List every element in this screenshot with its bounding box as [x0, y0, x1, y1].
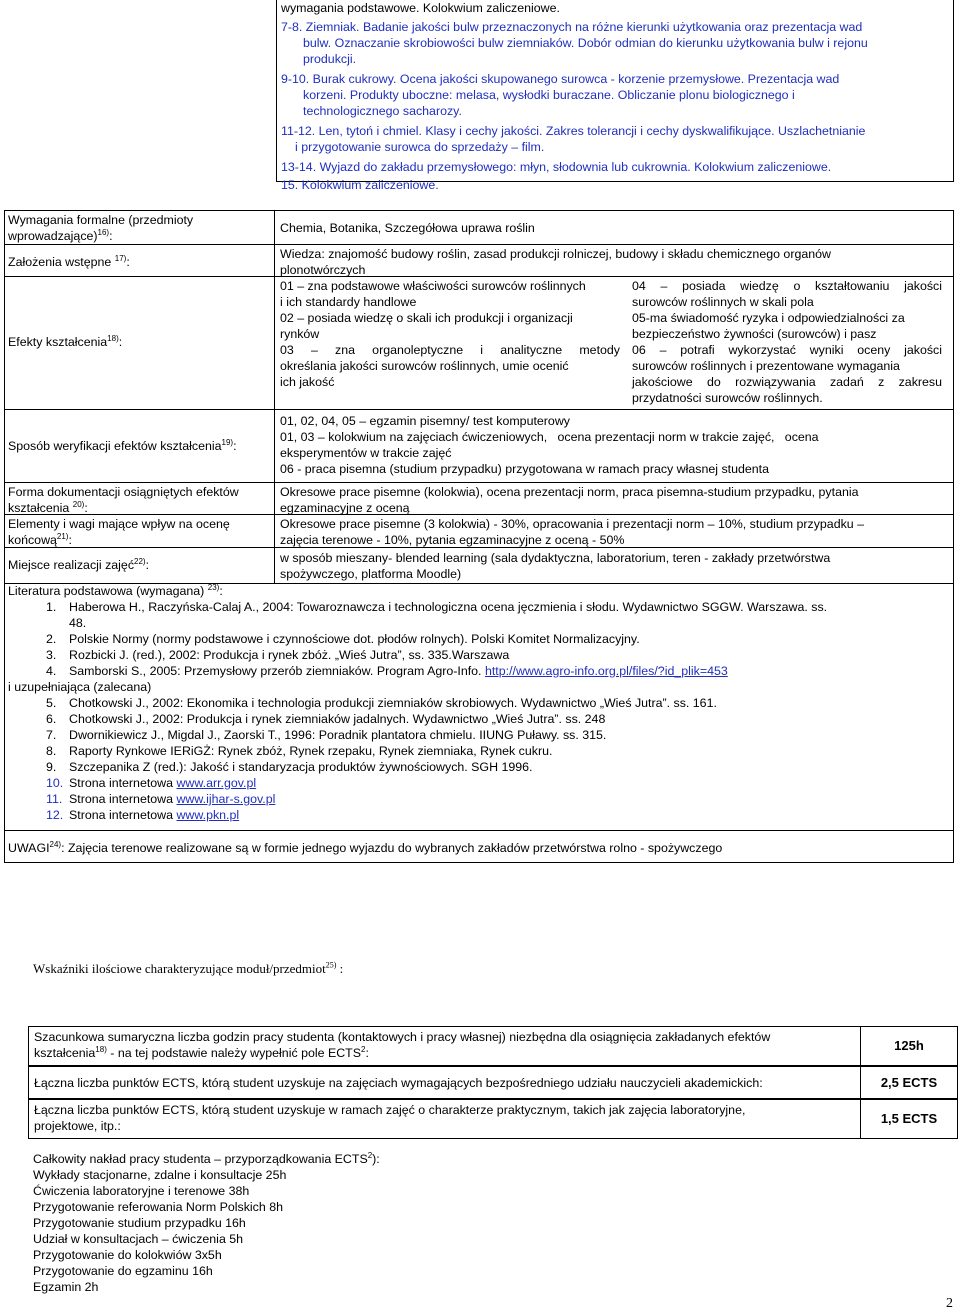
item-number: 12.	[46, 808, 64, 822]
ects-label: Łączna liczba punktów ECTS, którą student uzyskuje na zajęciach wymagających bezpośredniego udziału nauczycieli akademickich:	[34, 1076, 763, 1090]
label-line: Literatura podstawowa (wymagana)	[8, 584, 205, 598]
label-line: kształcenia	[34, 1046, 96, 1060]
table-border	[274, 210, 275, 584]
elementy-value	[280, 516, 944, 548]
effect-line: rynków	[280, 327, 320, 341]
value-line: Wiedza: znajomość budowy roślin, zasad produkcji rolniczej, budowy i składu chemicznego organów	[280, 247, 831, 261]
topic-line: 7-8. Ziemniak. Badanie jakości bulw przeznaczonych na różne kierunki użytkowania oraz prezentacja wad	[281, 20, 863, 34]
table-border	[4, 862, 954, 863]
table-border	[4, 482, 954, 483]
value-line: w sposób mieszany- blended learning (sala dydaktyczna, laboratorium, teren - zakłady przetwórstwa	[280, 551, 831, 565]
zalozenia-label: Założenia wstępne $^{17)}$:	[8, 253, 130, 269]
ects-label	[34, 1029, 847, 1061]
list-item: Przygotowanie studium przypadku 16h	[33, 1216, 246, 1230]
label-line: kształcenia	[8, 501, 70, 515]
footnote-ref: 18)	[95, 1044, 107, 1054]
item-number: 3.	[46, 648, 57, 662]
item-text: Haberowa H., Raczyńska-Calaj A., 2004: Towaroznawcza i technologiczna ocena jęczmienia i słodu. Wydawnictwo SGGW. Warszawa. ss.	[69, 600, 828, 614]
basic-literature-list	[8, 599, 948, 679]
item-text: Strona internetowa	[69, 776, 174, 790]
miejsce-value	[280, 550, 944, 582]
sposob-value	[280, 413, 944, 477]
label-line: ):	[372, 1152, 380, 1166]
label-line: UWAGI	[8, 841, 50, 855]
item-text: 48.	[69, 616, 87, 630]
list-item	[8, 615, 948, 631]
title-colon: :	[339, 961, 344, 976]
table-border	[953, 210, 954, 584]
elementy-label: Elementy i wagi mające wpływ na ocenę końcową$^{21)}$:	[8, 516, 270, 548]
value-line: eksperymentów w trakcie zajęć	[280, 446, 452, 460]
ijhar-link[interactable]: www.ijhar-s.gov.pl	[176, 792, 276, 806]
miejsce-label: Miejsce realizacji zajęć$^{22)}$:	[8, 556, 150, 572]
effect-line: 04 – posiada wiedzę o kształtowaniu jakości	[632, 279, 942, 293]
supplementary-header: i uzupełniająca (zalecana)	[8, 680, 152, 694]
list-item	[8, 759, 948, 775]
agro-info-link[interactable]: http://www.agro-info.org.pl/files/?id_plik=453	[484, 664, 728, 678]
effect-line: bezpieczeństwo żywności (surowców) i pasz	[632, 327, 877, 341]
effect-line: i ich standardy handlowe	[280, 295, 417, 309]
pkn-link[interactable]: www.pkn.pl	[176, 808, 240, 822]
list-item	[8, 727, 948, 743]
ects-hours-value: 125h	[860, 1027, 957, 1065]
effect-line: jakościowe do rozwiązywania zadań z zakresu	[632, 375, 942, 389]
effect-line: przydatności surowców roślinnych.	[632, 391, 823, 405]
label-line: Miejsce realizacji zajęć	[8, 558, 135, 572]
course-topics	[281, 0, 949, 193]
footnote-ref: 19)	[221, 437, 234, 447]
footnote-ref: 17)	[114, 253, 127, 263]
table-border	[4, 210, 5, 584]
sposob-label: Sposób weryfikacji efektów kształcenia$^{19)}$:	[8, 437, 237, 453]
list-item	[8, 695, 948, 711]
label-line: wprowadzające)	[8, 229, 98, 243]
item-number: 11.	[46, 792, 63, 806]
list-item	[8, 711, 948, 727]
item-text: Strona internetowa	[69, 792, 174, 806]
item-text: Strona internetowa	[69, 808, 174, 822]
label-line: Sposób weryfikacji efektów kształcenia	[8, 439, 222, 453]
effect-line: 06 – potrafi wykorzystać wyniki oceny jakości	[632, 343, 942, 357]
topic-line: 11-12. Len, tytoń i chmiel. Klasy i cechy jakości. Zakres tolerancji i cechy dyskwalifikujące. Uszlachetnianie	[281, 124, 866, 138]
item-text: Polskie Normy (normy podstawowe i czynnościowe dot. płodów rolnych). Polski Komitet Normalizacyjny.	[69, 632, 640, 646]
footnote-ref: 24)	[49, 839, 62, 849]
page-number: 2	[946, 1296, 953, 1311]
value-line: Okresowe prace pisemne (3 kolokwia) - 30%, opracowania i prezentacji norm – 10%, studium przypadku –	[280, 517, 865, 531]
item-text: Rozbicki J. (red.), 2002: Produkcja i rynek zbóż. „Wieś Jutra”, ss. 335.Warszawa	[69, 648, 510, 662]
list-item: Udział w konsultacjach – ćwiczenia 5h	[33, 1232, 244, 1246]
list-item	[8, 807, 948, 823]
topic-line: produkcji.	[303, 52, 357, 66]
divider	[276, 0, 277, 182]
item-number: 4.	[46, 664, 57, 678]
value-line: plonotwórczych	[280, 263, 366, 277]
table-border	[4, 244, 954, 245]
item-text: Chotkowski J., 2002: Ekonomika i technologia produkcji ziemniaków skrobiowych. Wydawnictwo „Wieś Jutra”. ss. 161.	[69, 696, 717, 710]
footnote-ref: 25)	[325, 960, 337, 970]
workload-list	[33, 1151, 633, 1295]
topic-line: technologicznego sacharozy.	[303, 104, 462, 118]
list-item: Przygotowanie referowania Norm Polskich 8h	[33, 1200, 283, 1214]
ects-direct-value: 2,5 ECTS	[860, 1067, 957, 1098]
label-line: końcową	[8, 533, 57, 547]
ects-row-practical	[28, 1099, 958, 1139]
value-line: spożywczego, platforma Moodle)	[280, 567, 462, 581]
item-text: Szczepanika Z (red.): Jakość i standaryzacja produktów żywnościowych. SGH 1996.	[69, 760, 533, 774]
item-number: 8.	[46, 744, 57, 758]
list-item	[8, 775, 948, 791]
item-number: 9.	[46, 760, 57, 774]
topic-line: i przygotowanie surowca do sprzedaży – film.	[295, 140, 545, 154]
literature-header: Literatura podstawowa (wymagana) $^{23)}$:	[8, 582, 223, 598]
list-item	[8, 647, 948, 663]
label-line: Założenia wstępne	[8, 255, 112, 269]
effect-line: 05-ma świadomość ryzyka i odpowiedzialności za	[632, 311, 905, 325]
effect-line: 03 – zna organoleptyczne i analityczne metody	[280, 343, 620, 357]
label-line: Całkowity nakład pracy studenta – przyporządkowania ECTS	[33, 1152, 368, 1166]
footnote-ref: 21)	[56, 531, 69, 541]
label-line: Elementy i wagi mające wpływ na ocenę	[8, 517, 230, 531]
label-line: Łączna liczba punktów ECTS, którą student uzyskuje w ramach zajęć o charakterze praktycznym, takich jak zajęcia laboratoryjne,	[34, 1103, 746, 1117]
forma-label: Forma dokumentacji osiągniętych efektów kształcenia $^{20)}$:	[8, 484, 270, 516]
label-line: Efekty kształcenia	[8, 335, 108, 349]
item-number: 2.	[46, 632, 57, 646]
list-item: Wykłady stacjonarne, zdalne i konsultacje 25h	[33, 1168, 287, 1182]
literature-section	[8, 583, 948, 823]
effect-line: ich jakość	[280, 375, 335, 389]
footnote-ref: 23)	[207, 582, 220, 592]
item-number: 7.	[46, 728, 57, 742]
item-number: 1.	[46, 600, 57, 614]
topic-line: korzeni. Produkty uboczne: melasa, wysłodki buraczane. Obliczanie plonu biologicznego i	[303, 88, 795, 102]
label-line: Wymagania formalne (przedmioty	[8, 213, 194, 227]
item-number: 10.	[46, 776, 64, 790]
effect-line: 02 – posiada wiedzę o skali ich produkcji i organizacji	[280, 311, 573, 325]
label-line: projektowe, itp.:	[34, 1119, 121, 1133]
value-line: 01, 03 – kolokwium na zajęciach ćwiczeniowych, ocena prezentacji norm w trakcie zajęć, ocena	[280, 430, 819, 444]
effect-line: surowców roślinnych i prezentowane wymagania	[632, 359, 900, 373]
value-line: 01, 02, 04, 05 – egzamin pisemny/ test komputerowy	[280, 414, 570, 428]
table-border	[4, 210, 954, 211]
list-item: Przygotowanie do egzaminu 16h	[33, 1264, 213, 1278]
list-item	[8, 663, 948, 679]
zalozenia-value	[280, 246, 946, 278]
topic-line: wymagania podstawowe. Kolokwium zaliczeniowe.	[281, 1, 560, 15]
topic-line: 15. Kolokwium zaliczeniowe.	[281, 178, 439, 192]
list-item	[8, 743, 948, 759]
efekty-label: Efekty kształcenia$^{18)}$:	[8, 333, 123, 349]
item-number: 5.	[46, 696, 57, 710]
label-line: Forma dokumentacji osiągniętych efektów	[8, 485, 239, 499]
workload-header	[33, 1151, 633, 1167]
list-item: Przygotowanie do kolokwiów 3x5h	[33, 1248, 222, 1262]
effect-line: 01 – zna podstawowe właściwości surowców roślinnych	[280, 279, 586, 293]
label-line: - na tej podstawie należy wypełnić pole ECTS	[106, 1046, 361, 1060]
topic-line: 13-14. Wyjazd do zakładu przemysłowego: młyn, słodownia lub cukrownia. Kolokwium zaliczeniowe.	[281, 160, 832, 174]
topic-line: 9-10. Burak cukrowy. Ocena jakości skupowanego surowca - korzenie przemysłowe. Prezentacja wad	[281, 72, 840, 86]
item-number: 6.	[46, 712, 57, 726]
table-border	[4, 830, 5, 863]
item-text: Samborski S., 2005: Przemysłowy przerób ziemniaków. Program Agro-Info.	[69, 664, 482, 678]
efekty-left	[280, 278, 620, 390]
item-text: Dwornikiewicz J., Migdal J., Zaorski T., 1996: Poradnik plantatora chmielu. IIUNG Puławy. ss. 315.	[69, 728, 607, 742]
table-border	[4, 409, 954, 410]
table-border	[4, 583, 5, 830]
arr-link[interactable]: www.arr.gov.pl	[176, 776, 257, 790]
list-item	[8, 631, 948, 647]
label-line: Szacunkowa sumaryczna liczba godzin pracy studenta (kontaktowych i pracy własnej) niezbędna dla osiągnięcia zakładanych efektów	[34, 1030, 771, 1044]
value-line: Okresowe prace pisemne (kolokwia), ocena prezentacji norm, praca pisemna-studium przypadku, pytania	[280, 485, 859, 499]
value-line: 06 - praca pisemna (studium przypadku) przygotowana w ramach pracy własnej studenta	[280, 462, 769, 476]
list-item	[8, 599, 948, 615]
value-line: zajęcia terenowe - 10%, pytania egzaminacyjne z oceną - 50%	[280, 533, 625, 547]
item-text: Raporty Rynkowe IERiGŻ: Rynek zbóż, Rynek rzepaku, Rynek ziemniaka, Rynek cukru.	[69, 744, 553, 758]
footnote-ref: 2	[361, 1044, 366, 1054]
value-line: egzaminacyjne z oceną	[280, 501, 410, 515]
table-border	[4, 830, 954, 831]
topic-line: bulw. Oznaczanie skrobiowości bulw ziemniaków. Dobór odmian do kierunku użytkowania bulw i rejonu	[303, 36, 868, 50]
ects-practical-value: 1,5 ECTS	[860, 1100, 957, 1138]
footnote-ref: 22)	[134, 556, 146, 566]
footnote-ref: 2	[367, 1150, 373, 1160]
footnote-ref: 18)	[107, 333, 119, 343]
title-text: Wskaźniki ilościowe charakteryzujące moduł/przedmiot	[33, 961, 326, 976]
wskazniki-title	[33, 961, 343, 977]
list-item: Ćwiczenia laboratoryjne i terenowe 38h	[33, 1184, 250, 1198]
list-item	[8, 791, 948, 807]
effect-line: określania jakości surowców roślinnych, umie ocenić	[280, 359, 569, 373]
ects-row-direct	[28, 1066, 958, 1099]
list-item: Egzamin 2h	[33, 1280, 99, 1294]
label-line: :	[365, 1046, 369, 1060]
ects-label	[34, 1102, 847, 1134]
forma-value	[280, 484, 944, 516]
supplementary-literature-list	[8, 695, 948, 823]
ects-row-hours	[28, 1026, 958, 1066]
footnote-ref: 20)	[72, 499, 85, 509]
effect-line: surowców roślinnych w skali pola	[632, 295, 814, 309]
note-text: : Zajęcia terenowe realizowane są w formie jednego wyjazdu do wybranych zakładów przetwórstwa rolno - spożywczego	[61, 841, 723, 855]
divider	[953, 0, 954, 182]
table-border	[953, 583, 954, 863]
efekty-right	[632, 278, 942, 406]
wymagania-value: Chemia, Botanika, Szczegółowa uprawa roślin	[280, 221, 535, 235]
wymagania-label: Wymagania formalne (przedmioty wprowadzające)$^{16)}$:	[8, 212, 270, 244]
item-text: Chotkowski J., 2002: Produkcja i rynek ziemniaków jadalnych. Wydawnictwo „Wieś Jutra”. ss. 248	[69, 712, 606, 726]
footnote-ref: 16)	[97, 227, 110, 237]
uwagi-note	[8, 840, 722, 856]
